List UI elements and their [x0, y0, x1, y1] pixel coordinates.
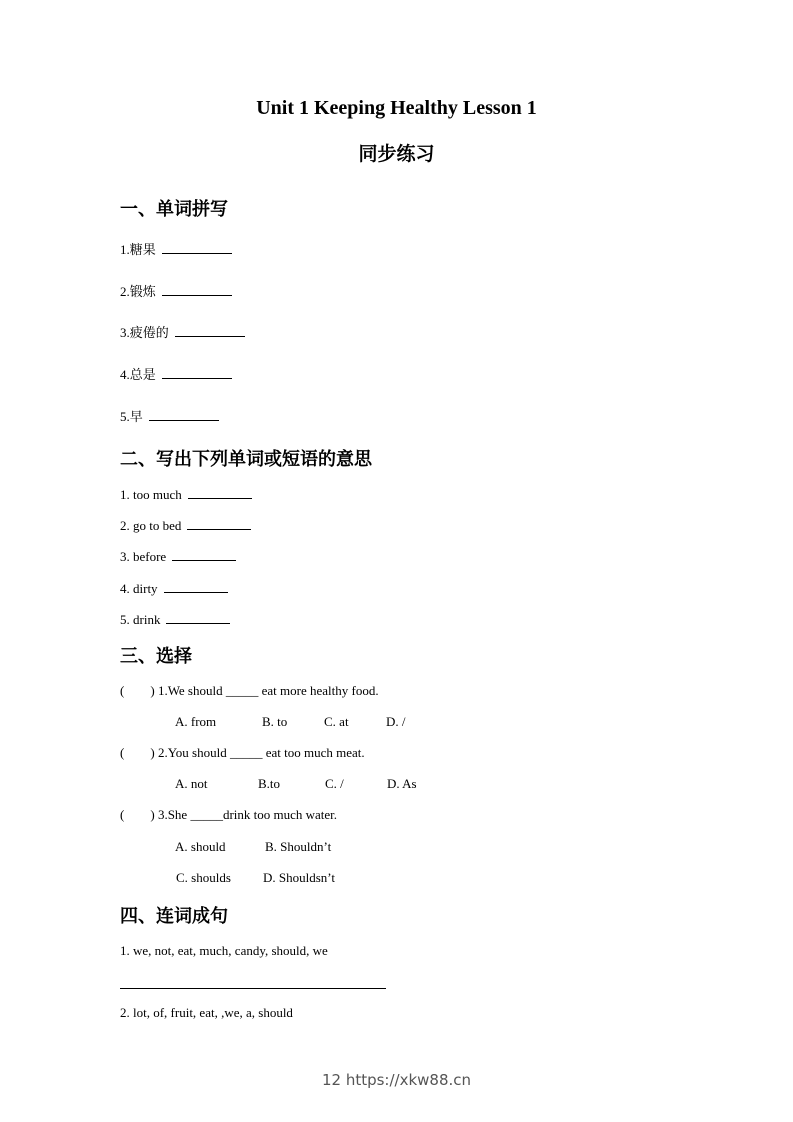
page-footer: 12 https://xkw88.cn	[321, 1071, 472, 1089]
item-text: 早	[129, 410, 143, 425]
choice-question	[120, 683, 379, 699]
sentence-item: 1. we, not, eat, much, candy, should, we	[120, 943, 328, 958]
spelling-item	[120, 281, 232, 300]
answer-blank[interactable]	[162, 282, 232, 296]
spelling-item	[120, 364, 232, 383]
option-a: A. from	[175, 714, 217, 729]
page-title: Unit 1 Keeping Healthy Lesson 1	[256, 97, 537, 119]
answer-blank[interactable]	[172, 547, 236, 561]
option-c: C. at	[324, 714, 349, 729]
option-a: A. not	[175, 776, 208, 791]
answer-blank[interactable]	[188, 485, 252, 499]
option-c: C. /	[325, 776, 344, 791]
choice-question	[120, 807, 337, 823]
spelling-item	[120, 239, 232, 258]
meaning-item	[120, 485, 252, 503]
option-d: D. /	[386, 714, 406, 729]
spelling-item	[120, 406, 219, 425]
answer-blank[interactable]	[175, 323, 245, 337]
item-number: 5.	[120, 409, 130, 424]
answer-paren-open[interactable]: (	[120, 807, 125, 822]
option-b: B. to	[262, 714, 288, 729]
option-a: A. should	[175, 839, 226, 854]
item-text: 1. too much	[120, 487, 182, 502]
answer-blank[interactable]	[149, 407, 219, 421]
item-number: 1.	[120, 242, 130, 257]
option-c: C. shoulds	[176, 870, 231, 885]
item-text: 锻炼	[129, 285, 156, 300]
option-d: D. As	[387, 776, 417, 791]
answer-paren-open[interactable]: (	[120, 683, 125, 698]
item-text: 疲倦的	[129, 326, 169, 341]
option-b: B.to	[258, 776, 281, 791]
answer-blank[interactable]	[162, 240, 232, 254]
answer-blank[interactable]	[164, 579, 228, 593]
answer-paren-open[interactable]: (	[120, 745, 125, 760]
sentence-item: 2. lot, of, fruit, eat, ,we, a, should	[120, 1005, 293, 1020]
page-subtitle: 同步练习	[358, 143, 435, 165]
section-heading-choice: 三、选择	[120, 646, 192, 667]
meaning-item	[120, 610, 230, 628]
answer-blank[interactable]	[166, 610, 230, 624]
meaning-item	[120, 516, 251, 534]
section-heading-spelling: 一、单词拼写	[120, 199, 228, 220]
section-heading-sentences: 四、连词成句	[120, 906, 228, 927]
item-text: 4. dirty	[120, 581, 158, 596]
answer-blank[interactable]	[187, 516, 251, 530]
meaning-item	[120, 547, 236, 565]
question-stem: 1.We should _____ eat more healthy food.	[157, 683, 379, 698]
choice-question	[120, 745, 365, 761]
spelling-item	[120, 322, 245, 341]
answer-paren-close: )	[150, 683, 155, 698]
item-number: 3.	[120, 325, 130, 340]
answer-paren-close: )	[150, 745, 155, 760]
item-text: 5. drink	[120, 612, 161, 627]
option-d: D. Shouldsn’t	[263, 870, 335, 885]
meaning-item	[120, 579, 228, 597]
item-number: 2.	[120, 284, 130, 299]
item-text: 总是	[129, 368, 156, 383]
item-text: 糖果	[129, 243, 156, 258]
answer-blank[interactable]	[162, 365, 232, 379]
item-number: 4.	[120, 367, 130, 382]
answer-line[interactable]	[120, 988, 386, 989]
section-heading-meanings: 二、写出下列单词或短语的意思	[120, 449, 372, 470]
answer-paren-close: )	[150, 807, 155, 822]
item-text: 3. before	[120, 549, 167, 564]
question-stem: 2.You should _____ eat too much meat.	[157, 745, 365, 760]
question-stem: 3.She _____drink too much water.	[157, 807, 338, 822]
option-b: B. Shouldn’t	[265, 839, 332, 854]
item-text: 2. go to bed	[120, 518, 182, 533]
